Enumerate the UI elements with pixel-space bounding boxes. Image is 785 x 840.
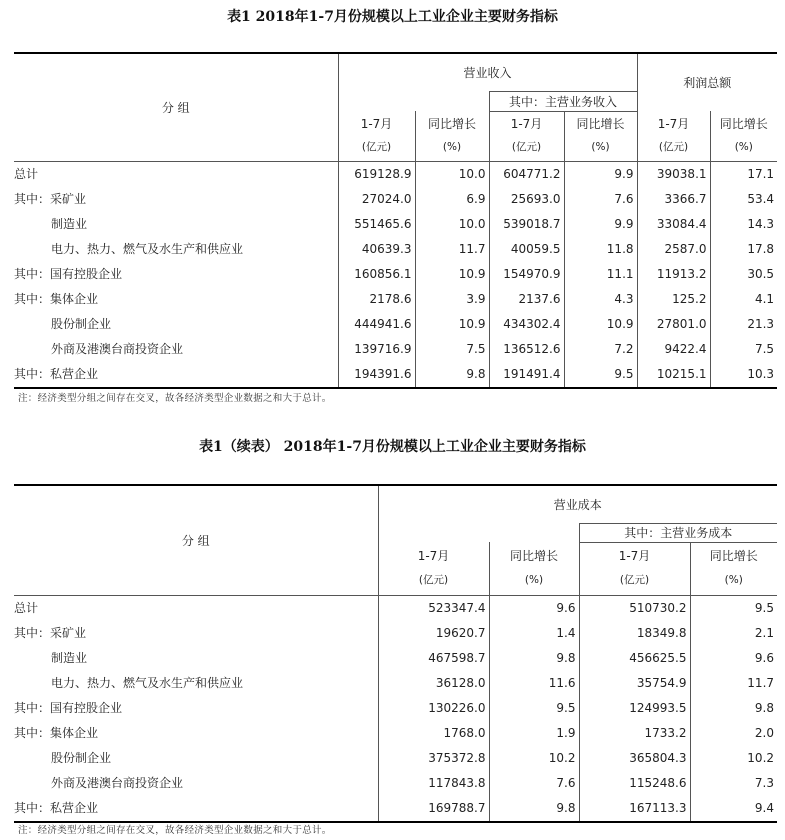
table-row [14, 262, 777, 287]
table-cell: 1768.0 [378, 721, 489, 746]
table1-period-header: 1-7月 (亿元) [338, 111, 415, 161]
table-cell: 14.3 [710, 212, 777, 237]
table-cell: 375372.8 [378, 746, 489, 771]
table-cell: 10215.1 [637, 362, 710, 388]
table-cell: 17.8 [710, 237, 777, 262]
table-row [14, 187, 777, 212]
table-cell: 9.5 [690, 595, 777, 621]
table-cell: 9.5 [564, 362, 637, 388]
table-cell: 539018.7 [489, 212, 564, 237]
table-row [14, 595, 777, 621]
table-cell: 7.6 [564, 187, 637, 212]
table-cell: 18349.8 [579, 621, 690, 646]
table-row [14, 212, 777, 237]
row-label: 其中：集体企业 [14, 291, 99, 306]
table-cell: 467598.7 [378, 646, 489, 671]
row-label: 股份制企业 [51, 316, 112, 331]
table1-main-revenue-header: 其中：主营业务收入 [489, 91, 637, 111]
table-cell: 11.7 [415, 237, 489, 262]
table-cell: 25693.0 [489, 187, 564, 212]
table-row [14, 337, 777, 362]
table2 [14, 484, 777, 823]
table-cell: 10.2 [690, 746, 777, 771]
table-cell: 7.6 [489, 771, 579, 796]
table-cell: 2.1 [690, 621, 777, 646]
table-cell: 3.9 [415, 287, 489, 312]
table-cell: 136512.6 [489, 337, 564, 362]
table-cell: 456625.5 [579, 646, 690, 671]
table-cell: 19620.7 [378, 621, 489, 646]
table2-main-cost-header: 其中：主营业务成本 [579, 523, 777, 542]
table1-profit-header: 利润总额 [637, 53, 777, 111]
row-label: 电力、热力、燃气及水生产和供应业 [51, 241, 244, 256]
table-cell: 9.6 [690, 646, 777, 671]
table-cell: 115248.6 [579, 771, 690, 796]
table-cell: 167113.3 [579, 796, 690, 822]
table2-period-header: 1-7月 (亿元) [378, 542, 489, 595]
table2-note: 注：经济类型分组之间存在交叉，故各经济类型企业数据之和大于总计。 [18, 825, 332, 836]
table-row [14, 721, 777, 746]
table-cell: 36128.0 [378, 671, 489, 696]
table-cell: 10.3 [710, 362, 777, 388]
table-cell: 10.0 [415, 161, 489, 187]
table-cell: 125.2 [637, 287, 710, 312]
table-cell: 1.4 [489, 621, 579, 646]
table-cell: 10.9 [415, 262, 489, 287]
table-cell: 11.1 [564, 262, 637, 287]
table-row [14, 161, 777, 187]
table-cell: 7.3 [690, 771, 777, 796]
table-cell: 11.6 [489, 671, 579, 696]
table2-yoy-header: 同比增长 (%) [489, 542, 579, 595]
table2-title: 表1（续表） 2018年1-7月份规模以上工业企业主要财务指标 [199, 439, 586, 455]
table1-period-header: 1-7月 (亿元) [489, 111, 564, 161]
table-cell: 2178.6 [338, 287, 415, 312]
table-cell: 7.5 [710, 337, 777, 362]
table-cell: 21.3 [710, 312, 777, 337]
table-cell: 4.1 [710, 287, 777, 312]
table-row [14, 796, 777, 822]
table-cell: 1733.2 [579, 721, 690, 746]
table-cell: 139716.9 [338, 337, 415, 362]
table-cell: 551465.6 [338, 212, 415, 237]
table-cell: 1.9 [489, 721, 579, 746]
table-cell: 7.5 [415, 337, 489, 362]
row-label: 外商及港澳台商投资企业 [51, 341, 184, 356]
table-row [14, 646, 777, 671]
table-cell: 124993.5 [579, 696, 690, 721]
table-cell: 154970.9 [489, 262, 564, 287]
table-row [14, 237, 777, 262]
table1-note: 注：经济类型分组之间存在交叉，故各经济类型企业数据之和大于总计。 [18, 393, 332, 404]
row-label: 总计 [14, 600, 39, 615]
row-label: 制造业 [51, 650, 88, 665]
table-cell: 53.4 [710, 187, 777, 212]
table-cell: 10.9 [564, 312, 637, 337]
table-row [14, 696, 777, 721]
table-cell: 523347.4 [378, 595, 489, 621]
table-cell: 3366.7 [637, 187, 710, 212]
table2-yoy-header: 同比增长 (%) [690, 542, 777, 595]
table-cell: 9.8 [489, 796, 579, 822]
table-cell: 11913.2 [637, 262, 710, 287]
table-cell: 604771.2 [489, 161, 564, 187]
table-row [14, 362, 777, 388]
table-cell: 9.8 [415, 362, 489, 388]
table-cell: 169788.7 [378, 796, 489, 822]
table-cell: 9.9 [564, 161, 637, 187]
table-cell: 9.8 [690, 696, 777, 721]
table-cell: 11.8 [564, 237, 637, 262]
table-cell: 10.0 [415, 212, 489, 237]
table-row [14, 771, 777, 796]
table-cell: 33084.4 [637, 212, 710, 237]
row-label: 总计 [14, 166, 39, 181]
table-cell: 11.7 [690, 671, 777, 696]
table-cell: 619128.9 [338, 161, 415, 187]
table-cell: 40639.3 [338, 237, 415, 262]
table-cell: 9422.4 [637, 337, 710, 362]
row-label: 其中：国有控股企业 [14, 266, 123, 281]
table-cell: 7.2 [564, 337, 637, 362]
row-label: 其中：采矿业 [14, 191, 87, 206]
table-cell: 9.4 [690, 796, 777, 822]
table-row [14, 621, 777, 646]
table-cell: 117843.8 [378, 771, 489, 796]
table-cell: 2587.0 [637, 237, 710, 262]
row-label: 其中：私营企业 [14, 796, 378, 822]
row-label: 电力、热力、燃气及水生产和供应业 [51, 675, 244, 690]
table-row [14, 287, 777, 312]
table-cell: 17.1 [710, 161, 777, 187]
table-cell: 35754.9 [579, 671, 690, 696]
row-label: 制造业 [51, 216, 88, 231]
table-cell: 160856.1 [338, 262, 415, 287]
table-row [14, 312, 777, 337]
row-label: 其中：私营企业 [14, 362, 338, 388]
row-label: 其中：集体企业 [14, 725, 99, 740]
table-cell: 6.9 [415, 187, 489, 212]
table-cell: 10.2 [489, 746, 579, 771]
table-cell: 2137.6 [489, 287, 564, 312]
table-cell: 10.9 [415, 312, 489, 337]
table-cell: 27801.0 [637, 312, 710, 337]
table1-yoy-header: 同比增长 (%) [710, 111, 777, 161]
table-cell: 30.5 [710, 262, 777, 287]
table-cell: 9.8 [489, 646, 579, 671]
table1-group-header: 分 组 [14, 53, 338, 161]
table-cell: 9.9 [564, 212, 637, 237]
table-cell: 510730.2 [579, 595, 690, 621]
row-label: 股份制企业 [51, 750, 112, 765]
table1-revenue-header: 营业收入 [338, 53, 637, 91]
row-label: 其中：采矿业 [14, 625, 87, 640]
row-label: 外商及港澳台商投资企业 [51, 775, 184, 790]
row-label: 其中：国有控股企业 [14, 700, 123, 715]
table-cell: 130226.0 [378, 696, 489, 721]
table-cell: 434302.4 [489, 312, 564, 337]
table-cell: 2.0 [690, 721, 777, 746]
table-cell: 9.6 [489, 595, 579, 621]
table-cell: 39038.1 [637, 161, 710, 187]
table2-group-header: 分 组 [14, 485, 378, 595]
table-cell: 191491.4 [489, 362, 564, 388]
table2-cost-header: 营业成本 [378, 485, 777, 523]
table-row [14, 746, 777, 771]
table1-period-header: 1-7月 (亿元) [637, 111, 710, 161]
table2-period-header: 1-7月 (亿元) [579, 542, 690, 595]
table-cell: 365804.3 [579, 746, 690, 771]
table1-yoy-header: 同比增长 (%) [415, 111, 489, 161]
table-cell: 4.3 [564, 287, 637, 312]
table-cell: 444941.6 [338, 312, 415, 337]
table-cell: 27024.0 [338, 187, 415, 212]
table1 [14, 52, 777, 389]
table-row [14, 671, 777, 696]
table-cell: 40059.5 [489, 237, 564, 262]
table-cell: 9.5 [489, 696, 579, 721]
table1-yoy-header: 同比增长 (%) [564, 111, 637, 161]
table-cell: 194391.6 [338, 362, 415, 388]
table1-title: 表1 2018年1-7月份规模以上工业企业主要财务指标 [227, 9, 558, 25]
